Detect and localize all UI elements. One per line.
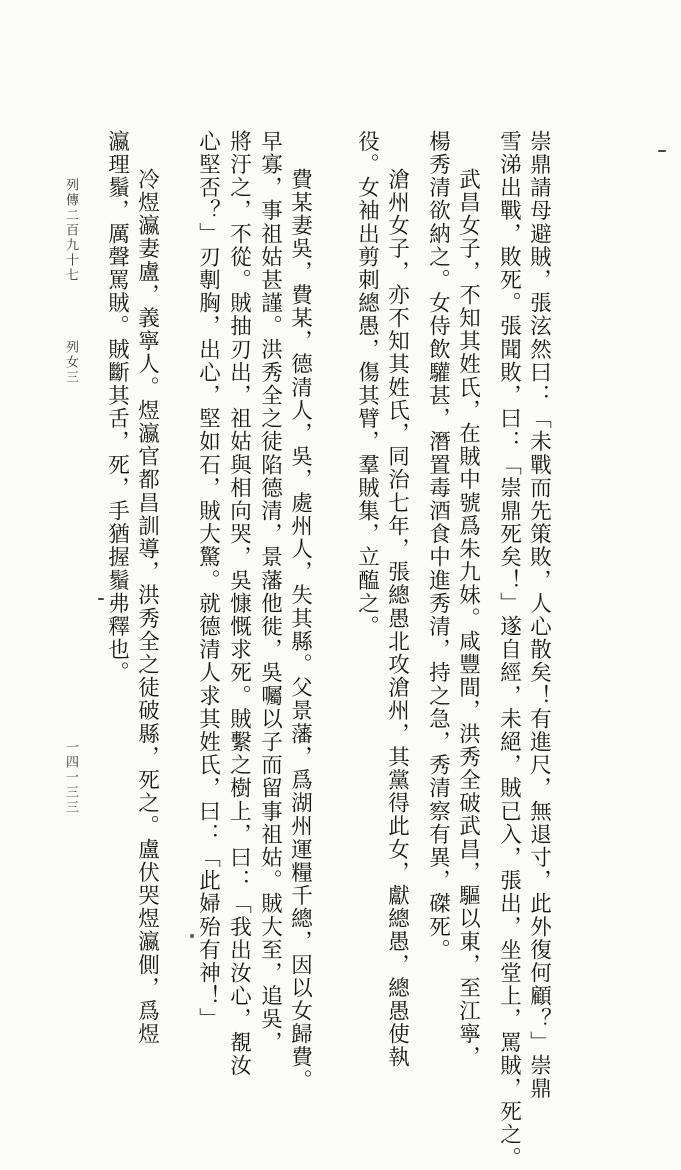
- text-column-9: 將汙之，不從。賊抽刃出，祖姑與相向哭，吳慷慨求死。賊繫之樹上，曰：「我出汝心，覩汝: [226, 130, 252, 1078]
- text-column-4: 楊秀清欲納之。女侍飲驩甚，潛置毒酒食中進秀清，持之急，秀清察有異，磔死。: [425, 130, 451, 962]
- top-right-mark: [658, 150, 666, 152]
- text-column-6: 役。女袖出剪刺總愚，傷其臂，羣賊集，立醢之。: [354, 130, 380, 639]
- bottom-dot: [190, 934, 194, 938]
- text-column-10: 心堅否？」刃剸胸，出心，堅如石，賊大驚。就德清人求其姓氏，曰：「此婦殆有神！」: [195, 130, 221, 1031]
- bottom-mark: [98, 598, 104, 600]
- running-head-section: 列女三: [63, 340, 78, 385]
- text-column-3: 武昌女子，不知其姓氏，在賊中號爲朱九妹。咸豐間，洪秀全破武昌，驅以東，至江寧，: [455, 168, 481, 1069]
- text-column-7: 費某妻吳，費某，德清人，吳，處州人，失其縣。父景藩，爲湖州運糧千總，因以女歸費。: [287, 168, 313, 1092]
- text-column-5: 滄州女子，亦不知其姓氏，同治七年，張總愚北攻滄州，其黨得此女，獻總愚，總愚使執: [384, 168, 410, 1069]
- text-column-11: 冷煜瀛妻盧，義寧人。煜瀛官都昌訓導，洪秀全之徒破縣，死之。盧伏哭煜瀛側，爲煜: [134, 168, 160, 1046]
- page-number: 一四一三三: [63, 740, 78, 815]
- running-head-chapter: 列傳二百九十七: [63, 178, 78, 283]
- text-column-8: 早寡，事祖姑甚謹。洪秀全之徒陷德清，景藩他徙，吳囑以子而留事祖姑。賊大至，追吳，: [257, 130, 283, 1054]
- text-column-1: 崇鼎請母避賊，張泫然曰：「未戰而先策敗，人心散矣！有進尺，無退寸，此外復何顧？」崇鼎: [526, 130, 552, 1101]
- text-column-12: 瀛理鬚，厲聲罵賊。賊斷其舌，死，手猶握鬚弗釋也。: [104, 130, 130, 685]
- text-column-2: 雪涕出戰，敗死。張聞敗，曰：「崇鼎死矣！」遂自經，未絕，賊已入，張出，坐堂上，罵賊，死之。: [496, 130, 522, 1170]
